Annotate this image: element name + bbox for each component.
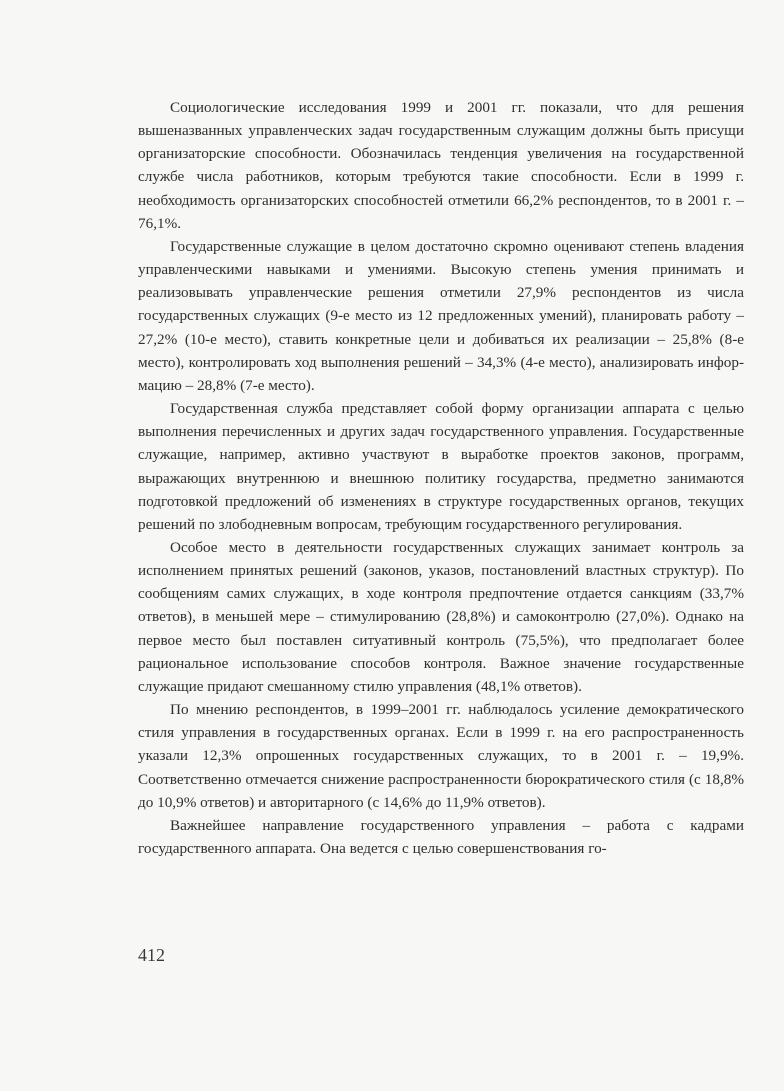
paragraph-4: Особое место в деятельности государственных служащих занимает контроль за исполнением принятых решений (законов, указов, постановлений властных структур). По сообщениям самих служащих, в ходе контроля предпочтение отдается санкциям (33,7% ответов), в меньшей мере – стимулированию (28,8%) и самоконтролю (27,0%). Однако на первое место был поставлен ситуативный контроль (75,5%), что предполагает более рациональное использование способов контроля. Важное значение государственные служащие придают смешанному стилю управления (48,1% ответов).	[138, 538, 744, 695]
page-number: 412	[138, 945, 165, 965]
body-text	[138, 96, 744, 860]
paragraph-5: По мнению респондентов, в 1999–2001 гг. наблюдалось усиление демократического стиля управления в государственных органах. Если в 1999 г. на его распространенность указали 12,3% опрошенных государственных служащих, то в 2001 г. – 19,9%. Соответственно отмечается снижение распространенности бюрократического стиля (с 18,8% до 10,9% ответов) и авторитарного (с 14,6% до 11,9% ответов).	[138, 701, 744, 811]
paragraph-1: Социологические исследования 1999 и 2001 гг. показали, что для решения вышеназванных управленческих задач государственным служащим должны быть присущи организаторские способности. Обозначилась тенденция увеличения на государственной службе числа работников, которым требуются такие способности. Если в 1999 г. необходимость организаторских способностей отметили 66,2% респондентов, то в 2001 г. – 76,1%.	[138, 99, 744, 232]
paragraph-2: Государственные служащие в целом достаточно скромно оценивают степень владения управленческими навыками и умениями. Высокую степень умения принимать и реализовывать управленческие решения отметили 27,9% респондентов из числа государственных служащих (9-е место из 12 предложенных умений), планировать работу – 27,2% (10-е место), ставить конкретные цели и добиваться их реализации – 25,8% (8-е место), контролировать ход выполнения решений – 34,3% (4-е место), анализировать информацию – 28,8% (7-е место).	[138, 237, 744, 394]
paragraph-3: Государственная служба представляет собой форму организации аппарата с целью выполнения перечисленных и других задач государственного управления. Государственные служащие, например, активно участвуют в выработке проектов законов, программ, выражающих внутреннюю и внешнюю политику государства, предметно занимаются подготовкой предложений об изменениях в структуре государственных органов, текущих решений по злободневным вопросам, требующим государственного регулирования.	[138, 400, 744, 533]
paragraph-6: Важнейшее направление государственного управления – работа с кадрами государственного аппарата. Она ведется с целью совершенствования го-	[138, 816, 744, 857]
